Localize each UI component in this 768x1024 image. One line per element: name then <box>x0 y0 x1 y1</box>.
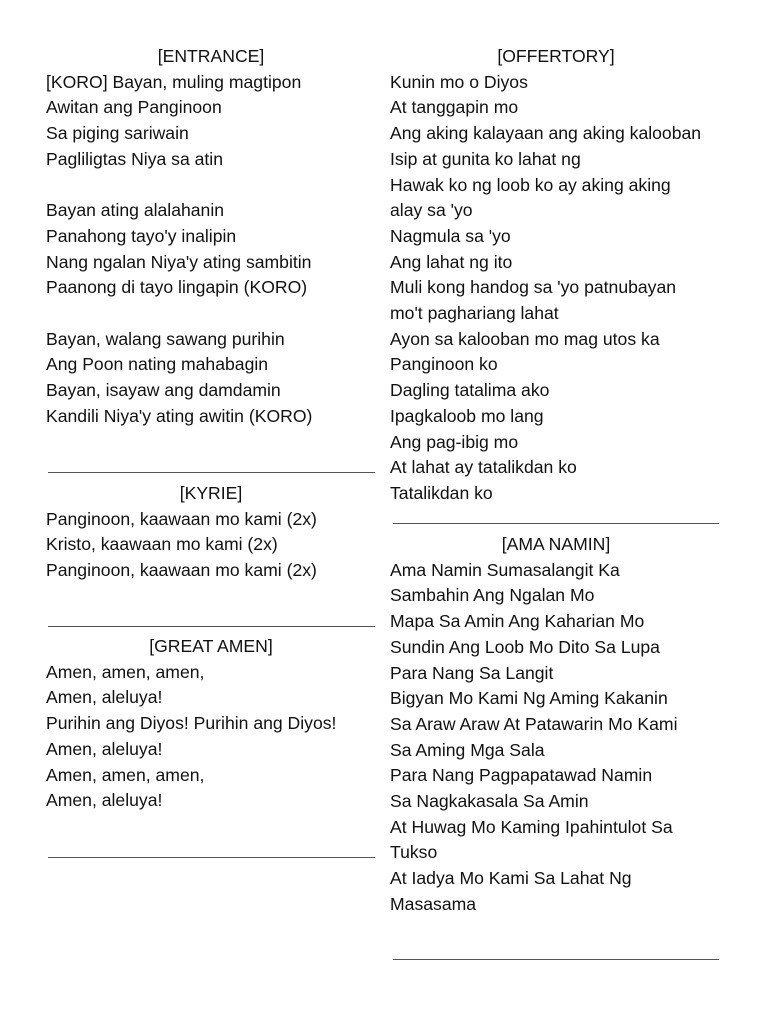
entrance-line: Panahong tayo'y inalipin <box>46 225 237 246</box>
offertory-line: Dagling tatalima ako <box>390 380 550 401</box>
entrance-line: Sa piging sariwain <box>46 123 189 144</box>
entrance-line: Paanong di tayo lingapin (KORO) <box>46 277 308 298</box>
entrance-line: Nang ngalan Niya'y ating sambitin <box>46 251 312 272</box>
entrance-line: Bayan ating alalahanin <box>46 200 225 221</box>
great-amen-line: Amen, amen, amen, <box>46 764 205 785</box>
ama-namin-line: Masasama <box>390 893 477 914</box>
ama-namin-section <box>390 532 730 918</box>
ama-namin-line: Para Nang Sa Langit <box>390 662 554 683</box>
ama-namin-line: Mapa Sa Amin Ang Kaharian Mo <box>390 611 645 632</box>
entrance-line: Pagliligtas Niya sa atin <box>46 148 224 169</box>
ama-namin-line: Para Nang Pagpapatawad Namin <box>390 765 653 786</box>
offertory-line: Muli kong handog sa 'yo patnubayan <box>390 277 677 298</box>
ama-namin-line: Sa Aming Mga Sala <box>390 739 545 760</box>
offertory-line: Panginoon ko <box>390 354 498 375</box>
ama-namin-line: Tukso <box>390 842 438 863</box>
offertory-line: Tatalikdan ko <box>390 482 493 503</box>
offertory-line: At tanggapin mo <box>390 97 519 118</box>
offertory-section <box>390 44 730 507</box>
entrance-line: [KORO] Bayan, muling magtipon <box>46 71 302 92</box>
ama-namin-heading: [AMA NAMIN] <box>501 534 611 554</box>
offertory-heading: [OFFERTORY] <box>497 46 615 66</box>
offertory-line: alay sa 'yo <box>390 200 473 221</box>
entrance-section <box>46 44 376 430</box>
ama-namin-line: At Huwag Mo Kaming Ipahintulot Sa <box>390 816 673 837</box>
great-amen-line: Purihin ang Diyos! Purihin ang Diyos! <box>46 713 337 734</box>
great-amen-line: Amen, aleluya! <box>46 790 163 811</box>
left-column-kyrie <box>46 481 376 584</box>
kyrie-line: Panginoon, kaawaan mo kami (2x) <box>46 560 317 581</box>
offertory-line: mo't paghariang lahat <box>390 303 559 324</box>
ama-namin-line: Sa Nagkakasala Sa Amin <box>390 791 589 812</box>
ama-namin-line: At Iadya Mo Kami Sa Lahat Ng <box>390 868 632 889</box>
right-column-ama-namin <box>390 532 730 918</box>
kyrie-section <box>46 481 376 584</box>
divider-after-offertory <box>393 523 719 524</box>
entrance-line: Bayan, isayaw ang damdamin <box>46 380 281 401</box>
offertory-line: Kunin mo o Diyos <box>390 71 528 92</box>
divider-after-entrance <box>48 472 375 473</box>
offertory-line: Ayon sa kalooban mo mag utos ka <box>390 328 660 349</box>
offertory-line: Isip at gunita ko lahat ng <box>390 148 581 169</box>
left-column <box>46 44 376 430</box>
entrance-line: Ang Poon nating mahabagin <box>46 354 269 375</box>
divider-after-great-amen <box>48 857 375 858</box>
ama-namin-line: Sundin Ang Loob Mo Dito Sa Lupa <box>390 636 660 657</box>
left-column-great-amen <box>46 634 376 814</box>
ama-namin-line: Bigyan Mo Kami Ng Aming Kakanin <box>390 688 668 709</box>
entrance-line: Kandili Niya'y ating awitin (KORO) <box>46 405 313 426</box>
kyrie-line: Panginoon, kaawaan mo kami (2x) <box>46 508 317 529</box>
kyrie-heading: [KYRIE] <box>179 483 243 503</box>
entrance-heading: [ENTRANCE] <box>157 46 265 66</box>
right-column <box>390 44 730 507</box>
great-amen-line: Amen, aleluya! <box>46 687 163 708</box>
stanza-gap <box>46 173 376 199</box>
great-amen-line: Amen, amen, amen, <box>46 661 205 682</box>
kyrie-line: Kristo, kaawaan mo kami (2x) <box>46 534 278 555</box>
great-amen-section <box>46 634 376 814</box>
stanza-gap <box>46 301 376 327</box>
divider-after-kyrie <box>48 626 375 627</box>
offertory-line: Ipagkaloob mo lang <box>390 405 544 426</box>
great-amen-line: Amen, aleluya! <box>46 738 163 759</box>
ama-namin-line: Ama Namin Sumasalangit Ka <box>390 559 620 580</box>
offertory-line: Ang aking kalayaan ang aking kalooban <box>390 123 702 144</box>
entrance-line: Bayan, walang sawang purihin <box>46 328 285 349</box>
divider-after-ama-namin <box>393 959 719 960</box>
ama-namin-line: Sa Araw Araw At Patawarin Mo Kami <box>390 713 678 734</box>
offertory-line: Ang pag-ibig mo <box>390 431 519 452</box>
offertory-line: Nagmula sa 'yo <box>390 225 511 246</box>
ama-namin-line: Sambahin Ang Ngalan Mo <box>390 585 595 606</box>
offertory-line: At lahat ay tatalikdan ko <box>390 457 577 478</box>
offertory-line: Ang lahat ng ito <box>390 251 513 272</box>
offertory-line: Hawak ko ng loob ko ay aking aking <box>390 174 671 195</box>
great-amen-heading: [GREAT AMEN] <box>149 636 273 656</box>
entrance-line: Awitan ang Panginoon <box>46 97 222 118</box>
